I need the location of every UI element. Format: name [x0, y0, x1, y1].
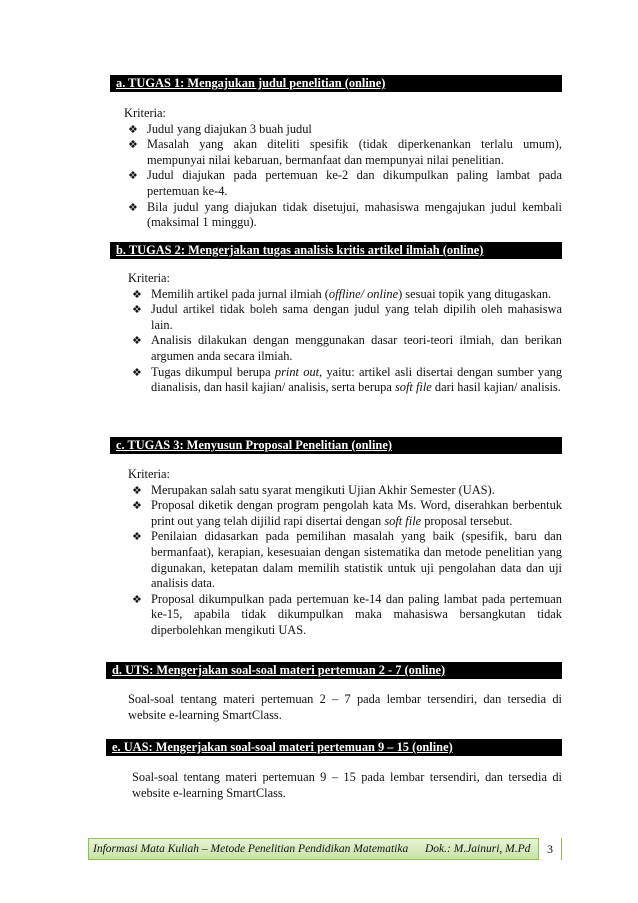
criteria-label: Kriteria: [124, 106, 166, 120]
criteria-label: Kriteria: [128, 271, 170, 285]
criteria-list [128, 483, 562, 639]
criteria-list [124, 122, 562, 231]
page-number: 3 [538, 838, 561, 860]
item-text: dari hasil kajian/ analisis. [431, 380, 561, 395]
item-text: Memilih artikel pada jurnal ilmiah ( [151, 286, 329, 301]
section-b-heading: b. TUGAS 2: Mengerjakan tugas analisis kritis artikel ilmiah (online) [110, 242, 562, 259]
criteria-item [128, 592, 562, 639]
item-text: Proposal dikumpulkan pada pertemuan ke-14 dan paling lambat pada pertemuan ke-15, apabila tidak dikumpulkan maka mahasiswa bersangkutan tidak diperbolehkan mengikuti UAS. [151, 591, 562, 637]
item-text: Judul diajukan pada pertemuan ke-2 dan dikumpulkan paling lambat pada pertemuan ke-4. [147, 168, 562, 198]
item-text: Tugas dikumpul berupa [151, 364, 275, 379]
diamond-bullet-icon: ❖ [128, 169, 138, 183]
item-text: Proposal diketik dengan program pengolah kata Ms. Word, diserahkan berbentuk print out yang telah dijilid rapi disertai dengan [151, 498, 562, 528]
item-text-italic: soft file [384, 513, 422, 528]
item-text: Bila judul yang diajukan tidak disetujui, mahasiswa mengajukan judul kembali (maksimal 1 minggu). [147, 199, 562, 230]
item-text: Analisis dilakukan dengan menggunakan dasar teori-teori ilmiah, dan berikan argumen anda secara ilmiah. [151, 333, 562, 363]
section-d-heading: d. UTS: Mengerjakan soal-soal materi pertemuan 2 - 7 (online) [106, 662, 562, 679]
diamond-bullet-icon: ❖ [132, 287, 142, 301]
criteria-item [128, 529, 562, 591]
footer-course-info: Informasi Mata Kuliah – Metode Penelitian Pendidikan Matematika [93, 843, 409, 855]
diamond-bullet-icon: ❖ [132, 365, 142, 379]
criteria-item [124, 200, 562, 231]
diamond-bullet-icon: ❖ [128, 200, 138, 214]
diamond-bullet-icon: ❖ [132, 592, 142, 606]
criteria-item [124, 168, 562, 199]
diamond-bullet-icon: ❖ [128, 138, 138, 152]
section-c-heading: c. TUGAS 3: Menyusun Proposal Penelitian (online) [110, 437, 562, 454]
criteria-item [128, 365, 562, 396]
item-text-italic: soft file [394, 380, 432, 395]
section-b-body [128, 271, 562, 396]
section-a-body [124, 106, 562, 231]
criteria-item [128, 498, 562, 529]
criteria-item [128, 287, 562, 303]
item-text: Masalah yang akan diteliti spesifik (tidak diperkenankan terlalu umum), mempunyai nilai kebaruan, bermanfaat dan mempunyai nilai penelitian. [147, 137, 562, 167]
diamond-bullet-icon: ❖ [128, 122, 138, 136]
criteria-item [124, 122, 562, 138]
section-e-heading: e. UAS: Mengerjakan soal-soal materi pertemuan 9 – 15 (online) [106, 739, 562, 756]
section-d-text: Soal-soal tentang materi pertemuan 2 – 7 pada lembar tersendiri, dan tersedia di website e-learning SmartClass. [128, 692, 562, 722]
diamond-bullet-icon: ❖ [132, 303, 142, 317]
section-c-body [128, 467, 562, 639]
item-text-italic: print out [274, 364, 320, 379]
criteria-label: Kriteria: [128, 467, 170, 481]
footer-author: Dok.: M.Jainuri, M.Pd [425, 843, 531, 855]
item-text: ) sesuai topik yang ditugaskan. [398, 286, 552, 301]
item-text: Judul yang diajukan 3 buah judul [147, 121, 312, 136]
item-text-italic: offline/ online [328, 286, 399, 301]
criteria-item [128, 333, 562, 364]
item-text: Merupakan salah satu syarat mengikuti Ujian Akhir Semester (UAS). [151, 482, 495, 497]
section-e-text: Soal-soal tentang materi pertemuan 9 – 15 pada lembar tersendiri, dan tersedia di website e-learning SmartClass. [132, 770, 562, 800]
page-footer [88, 838, 562, 860]
criteria-list [128, 287, 562, 396]
diamond-bullet-icon: ❖ [132, 499, 142, 513]
section-a-heading: a. TUGAS 1: Mengajukan judul penelitian (online) [110, 75, 562, 92]
item-text: , yaitu: artikel asli disertai dengan sumber yang dianalisis, dan hasil kajian/ analisis, serta berupa [151, 364, 563, 395]
item-text: Penilaian didasarkan pada pemilihan masalah yang baik (spesifik, baru dan bermanfaat), kerapian, kesesuaian dengan sistematika dan metode penelitian yang digunakan, ketepatan dalam memilih statistik untuk uji pengolahan data dan uji analisis data. [151, 529, 562, 591]
diamond-bullet-icon: ❖ [132, 483, 142, 497]
item-text: Judul artikel tidak boleh sama dengan judul yang telah dipilih oleh mahasiswa lain. [151, 302, 562, 332]
criteria-item [128, 302, 562, 333]
diamond-bullet-icon: ❖ [132, 530, 142, 544]
diamond-bullet-icon: ❖ [132, 334, 142, 348]
criteria-item [128, 483, 562, 499]
criteria-item [124, 137, 562, 168]
item-text: proposal tersebut. [421, 513, 513, 528]
